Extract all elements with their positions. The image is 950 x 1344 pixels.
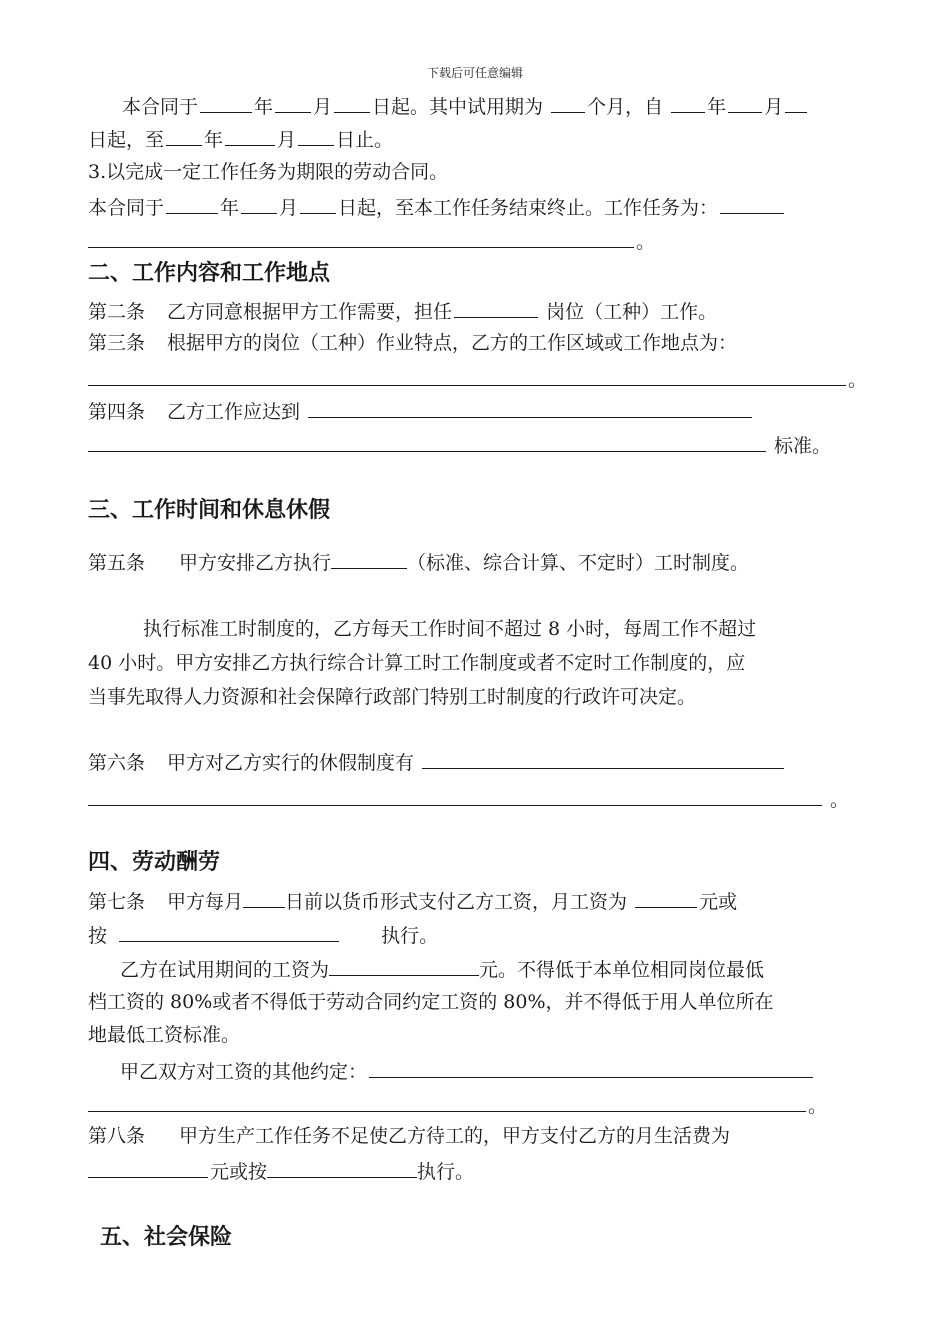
section-heading-4: 四、劳动酬劳 [88,850,221,875]
clause-task-contract: 3.以完成一定工作任务为期限的劳动合同。 [88,161,449,183]
article-5: 第五条 甲方安排乙方执行 （标准、综合计算、不定时）工时制度。 [88,549,862,575]
probation-wage-line-2: 档工资的 80%或者不得低于劳动合同约定工资的 80%，并不得低于用人单位所在 [88,991,774,1013]
blank-field[interactable] [728,93,762,113]
article-7-line-2: 按 执行。 [88,922,862,948]
blank-field[interactable] [267,1158,417,1178]
article-2: 第二条 乙方同意根据甲方工作需要，担任 岗位（工种）工作。 [88,298,862,324]
blank-field[interactable] [369,1058,813,1078]
article-8: 第八条 甲方生产工作任务不足使乙方待工的，甲方支付乙方的月生活费为 [88,1125,731,1147]
section-heading-2: 二、工作内容和工作地点 [88,261,331,286]
blank-field[interactable] [88,1092,806,1112]
article-6: 第六条 甲方对乙方实行的休假制度有 [88,749,862,775]
article-5-paragraph-line-1: 执行标准工时制度的，乙方每天工作时间不超过 8 小时，每周工作不超过 [143,618,757,640]
blank-field[interactable] [243,888,285,908]
section-heading-3: 三、工作时间和休息休假 [88,498,331,523]
blank-field[interactable] [88,432,766,452]
blank-field[interactable] [635,888,697,908]
article-3-blank-line: 。 [88,366,862,392]
article-3: 第三条 根据甲方的岗位（工种）作业特点，乙方的工作区域或工作地点为： [88,332,738,354]
blank-field[interactable] [166,194,218,214]
blank-field[interactable] [454,298,538,318]
blank-field[interactable] [166,126,202,146]
section-heading-5: 五、社会保险 [100,1225,233,1250]
blank-field[interactable] [88,228,634,248]
blank-field[interactable] [241,194,277,214]
blank-field[interactable] [671,93,705,113]
blank-field[interactable] [88,786,822,806]
clause-term-line-1: 本合同于 年 月 日起。其中试用期为 个月，自 年 月 [88,93,862,119]
blank-field[interactable] [300,194,336,214]
blank-field[interactable] [275,93,311,113]
blank-field[interactable] [334,93,370,113]
other-wage-agreement-blank: 。 [88,1092,862,1118]
article-4-blank-line: 标准。 [88,432,862,458]
page-header: 下载后可任意编辑 [426,66,523,80]
blank-field[interactable] [308,398,752,418]
article-8-line-2: 元或按 执行。 [88,1158,862,1184]
blank-field[interactable] [225,126,275,146]
clause-term-line-2: 日起，至 年 月 日止。 [88,126,862,152]
article-7: 第七条 甲方每月 日前以货币形式支付乙方工资，月工资为 元或 [88,888,862,914]
blank-field[interactable] [329,956,479,976]
blank-field[interactable] [551,93,585,113]
article-5-paragraph-line-3: 当事先取得人力资源和社会保障行政部门特别工时制度的行政许可决定。 [88,686,697,708]
article-4: 第四条 乙方工作应达到 [88,398,862,424]
clause-task-term-line: 本合同于 年 月 日起，至本工作任务结束终止。工作任务为： [88,194,862,220]
blank-field[interactable] [200,93,252,113]
probation-wage-line-3: 地最低工资标准。 [88,1024,241,1046]
blank-field[interactable] [119,922,339,942]
blank-field[interactable] [785,93,807,113]
blank-field[interactable] [88,366,846,386]
clause-task-blank-line: 。 [88,228,862,254]
probation-wage-line-1: 乙方在试用期间的工资为 元。不得低于本单位相同岗位最低 [120,956,862,982]
other-wage-agreement: 甲乙双方对工资的其他约定： [120,1058,862,1084]
blank-field[interactable] [422,749,784,769]
article-5-paragraph-line-2: 40 小时。甲方安排乙方执行综合计算工时工作制度或者不定时工作制度的，应 [88,652,746,674]
blank-field[interactable] [298,126,334,146]
blank-field[interactable] [331,549,407,569]
blank-field[interactable] [720,194,784,214]
blank-field[interactable] [88,1158,208,1178]
article-6-blank-line: 。 [88,786,862,812]
